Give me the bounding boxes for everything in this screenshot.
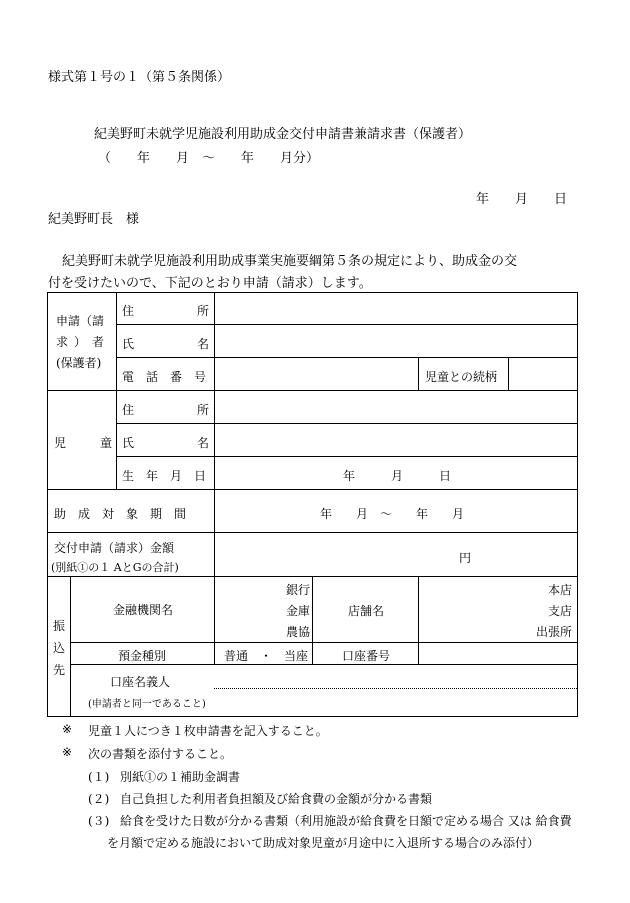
account-holder-label: 口座名義人 bbox=[110, 675, 171, 689]
deposit-type-label: 預金種別 bbox=[118, 649, 167, 663]
note-item-text: 自己負担した利用者負担額及び給食費の金額が分かる書類 bbox=[120, 792, 433, 806]
applicant-name-label-l: 氏 bbox=[122, 337, 135, 351]
transfer-label-2: 込 bbox=[53, 641, 66, 655]
child-name-label-r: 名 bbox=[197, 436, 210, 450]
account-number-label: 口座番号 bbox=[342, 649, 391, 663]
branch-type-2: 支店 bbox=[548, 604, 573, 618]
form-title: 紀美野町未就学児施設利用助成金交付申請書兼請求書（保護者） bbox=[94, 127, 472, 142]
applicant-phone-label: 電 話 番 号 bbox=[122, 370, 207, 384]
form-number: 様式第１号の１（第５条関係） bbox=[48, 70, 231, 85]
deposit-type-value: 普通 ・ 当座 bbox=[224, 649, 309, 663]
note-1: 児童１人につき１枚申請書を記入すること。 bbox=[88, 724, 328, 738]
intro-line-1: 紀美野町未就学児施設利用助成事業実施要綱第５条の規定により、助成金の交 bbox=[62, 254, 518, 269]
branch-type-3: 出張所 bbox=[536, 625, 573, 639]
bank-type-1: 銀行 bbox=[286, 583, 311, 597]
period-label: 助 成 対 象 期 間 bbox=[54, 507, 187, 521]
amount-label-2: (別紙①の１ AとGの合計) bbox=[51, 561, 179, 574]
note-item-num: (１) bbox=[88, 770, 110, 784]
child-birth-label: 生 年 月 日 bbox=[122, 469, 207, 483]
child-label-r: 童 bbox=[100, 436, 113, 450]
relation-label: 児童との続柄 bbox=[425, 370, 498, 384]
branch-type-1: 本店 bbox=[548, 583, 573, 597]
applicant-label-3: (保護者) bbox=[56, 356, 102, 370]
note-item-text: 別紙①の１補助金調書 bbox=[120, 770, 241, 784]
child-label-l: 児 bbox=[54, 436, 67, 450]
note-item-num: (３) bbox=[88, 814, 110, 828]
note-mark-1: ※ bbox=[62, 722, 73, 736]
child-birth-value: 年 月 日 bbox=[343, 469, 452, 483]
bank-name-label: 金融機関名 bbox=[113, 603, 174, 617]
child-address-label-r: 所 bbox=[197, 403, 210, 417]
note-item-num: (２) bbox=[88, 792, 110, 806]
applicant-address-label-r: 所 bbox=[197, 304, 210, 318]
child-name-label-l: 氏 bbox=[122, 436, 135, 450]
applicant-name-label-r: 名 bbox=[197, 337, 210, 351]
account-holder-note: (申請者と同一であること) bbox=[88, 699, 206, 710]
note-item-text: 給食を受けた日数が分かる書類（利用施設が給食費を日額で定める場合 又は 給食費 bbox=[120, 814, 572, 828]
note-2: 次の書類を添付すること。 bbox=[88, 747, 233, 761]
amount-label-1: 交付申請（請求）金額 bbox=[54, 541, 175, 555]
period-value: 年 月 ～ 年 月 bbox=[320, 507, 465, 521]
bank-type-2: 金庫 bbox=[286, 604, 311, 618]
bank-type-3: 農協 bbox=[286, 625, 311, 639]
transfer-label-3: 先 bbox=[53, 663, 66, 677]
date-line: 年 月 日 bbox=[476, 192, 568, 207]
intro-line-2: 付を受けたいので、下記のとおり申請（請求）します。 bbox=[48, 276, 372, 291]
applicant-address-label-l: 住 bbox=[122, 304, 135, 318]
applicant-label-1: 申請（請 bbox=[56, 314, 105, 328]
addressee: 紀美野町長 様 bbox=[48, 212, 140, 227]
note-mark-2: ※ bbox=[62, 745, 73, 759]
child-address-label-l: 住 bbox=[122, 403, 135, 417]
note-item-3-continued: を月額で定める施設において助成対象児童が月途中に入退所する場合のみ添付） bbox=[107, 836, 540, 850]
branch-name-label: 店舗名 bbox=[348, 604, 385, 618]
transfer-label-1: 振 bbox=[53, 619, 66, 633]
applicant-label-2: 求）者 bbox=[56, 335, 111, 349]
amount-unit: 円 bbox=[459, 551, 472, 565]
period-of-application: （ 年 月 ～ 年 月分） bbox=[98, 151, 320, 166]
